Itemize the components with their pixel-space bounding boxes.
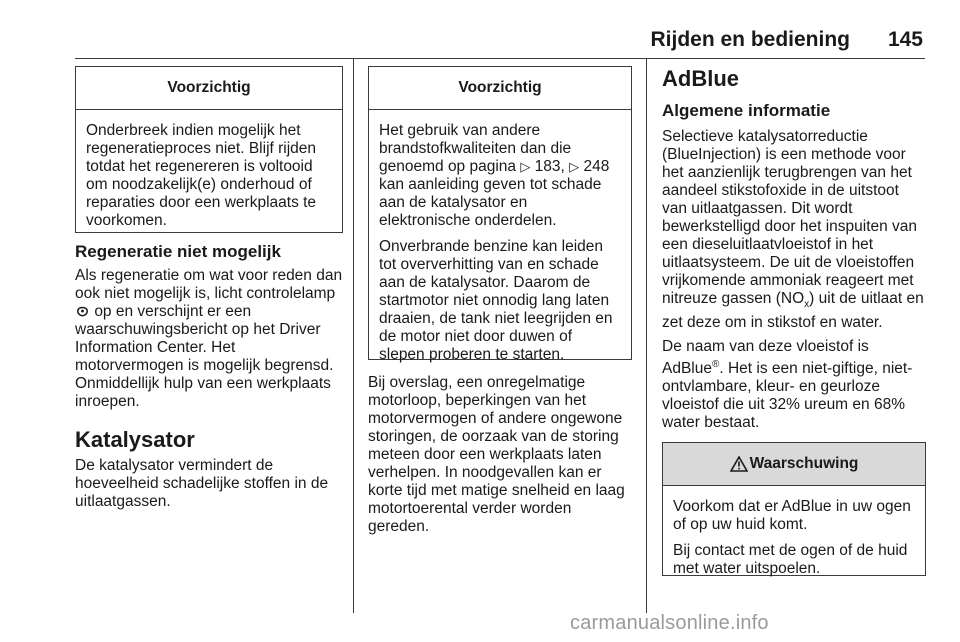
adblue-para-1b: ) uit de uitlaat en zet deze om in stikstof en water.: [662, 290, 924, 332]
adblue-para-1: [662, 128, 926, 332]
page-ref-arrow-icon: ▷: [520, 159, 531, 174]
regen-paragraph: [75, 267, 343, 411]
adblue-heading: AdBlue: [662, 66, 739, 91]
page-ref-2[interactable]: 248: [583, 158, 610, 175]
page-ref-arrow-icon: ▷: [569, 159, 580, 174]
header-rule: [75, 58, 925, 59]
regen-heading: Regeneratie niet mogelijk: [75, 242, 281, 261]
caution-para-1a: Het gebruik van andere brandstofkwaliteiten dan die genoemd op pagina: [379, 122, 572, 175]
glow-plug-warning-icon: [75, 304, 90, 318]
regen-text-2: op en verschijnt er een waarschuwingsbericht op het Driver Information Center. Het motorvermogen is mogelijk begrensd. Onmiddellijk hulp van een werkplaats inroepen.: [75, 303, 334, 410]
warning-para-1: Voorkom dat er AdBlue in uw ogen of op uw huid komt.: [673, 498, 911, 534]
page-header: [0, 0, 960, 58]
caution-para-1b: kan aanleiding geven tot schade aan de katalysator en elektronische onderdelen.: [379, 176, 602, 229]
kat-heading: Katalysator: [75, 427, 195, 452]
adblue-subheading: Algemene informatie: [662, 101, 831, 120]
section-title: Rijden en bediening: [650, 28, 850, 51]
warning-title: Waarschuwing: [749, 455, 859, 473]
column-divider-1: [353, 58, 354, 613]
caution-box: [75, 66, 343, 233]
caution-title-2: Voorzichtig: [369, 67, 631, 110]
warning-header: [663, 443, 925, 486]
adblue-para-2: [662, 338, 926, 432]
regen-text-1: Als regeneratie om wat voor reden dan ook niet mogelijk is, licht controlelamp: [75, 267, 343, 302]
caution-para-1: Het gebruik van andere brandstofkwaliteiten dan die genoemd op pagina ▷ 183, ▷ 248 kan aanleiding geven tot schade aan de katalysator en elektronische onderdelen.: [379, 122, 610, 229]
caution-box-2: [368, 66, 632, 363]
column-1: [75, 66, 343, 511]
page-number: 145: [887, 28, 923, 51]
column-2: [368, 66, 632, 536]
page-ref-1[interactable]: 183: [534, 158, 561, 175]
warning-triangle-icon: [730, 456, 748, 472]
warning-para-2: Bij contact met de ogen of de huid met water uitspoelen.: [673, 542, 908, 578]
caution-text: Onderbreek indien mogelijk het regeneratieproces niet. Blijf rijden totdat het regenereren is voltooid om noodzakelijk(e) onderhoud of reparaties door een werkplaats te voorkomen.: [86, 122, 317, 229]
caution-title: Voorzichtig: [76, 67, 342, 110]
caution-para-2: Onverbrande benzine kan leiden tot oververhitting van en schade aan de katalysator. Daarom de startmotor niet onnodig lang laten draaien, de tank niet leegrijden en de motor niet door duwen of slepen proberen te starten.: [379, 238, 613, 363]
column-divider-2: [646, 58, 647, 613]
adblue-para-1a: Selectieve katalysatorreductie (BlueInjection) is een methode voor het aanzienlijk terugbrengen van het aandeel stikstofoxide in de uitstoot van uitlaatgassen. Dit wordt bewerkstelligd door het inspuiten van een dieseluitlaatvloeistof in het uitlaatsysteem. De uit de vloeistoffen vrijkomende ammoniak reageert met nitreuze gassen (NO: [662, 128, 918, 307]
subscript-x: x: [804, 299, 810, 311]
kat-text: De katalysator vermindert de hoeveelheid schadelijke stoffen in de uitlaatgassen.: [75, 457, 329, 510]
warning-box: [662, 442, 926, 576]
col2-text: Bij overslag, een onregelmatige motorloop, beperkingen van het motorvermogen of andere ongewone storingen, de oorzaak van de storing meteen door een werkplaats laten verhelpen. In noodgevallen kan er korte tijd met matige snelheid en laag motortoerental verder worden gereden.: [368, 374, 625, 535]
adblue-para-2b: . Het is een niet-giftige, niet-ontvlambare, kleur- en geurloze vloeistof die uit 32% ureum en 68% water bestaat.: [662, 360, 913, 432]
adblue-para-2a: De naam van deze vloeistof is AdBlue: [662, 338, 869, 378]
column-3: [662, 66, 926, 576]
watermark: carmanualsonline.info: [570, 612, 769, 634]
registered-mark: ®: [711, 359, 720, 371]
